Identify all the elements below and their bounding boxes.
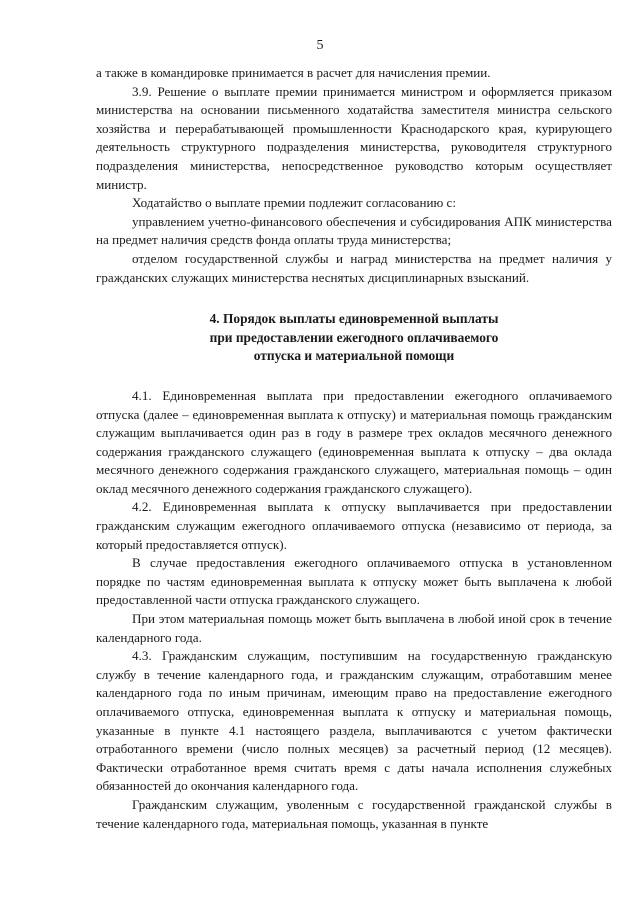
section-heading-line: отпуска и материальной помощи <box>253 348 455 364</box>
section-heading-line: 4. Порядок выплаты единовременной выплаты <box>209 311 499 327</box>
paragraph: 4.2. Единовременная выплата к отпуску выплачивается при предоставлении гражданским служащим ежегодного оплачиваемого отпуска (независимо от периода, за который предоставляется отпуск). <box>96 499 612 552</box>
paragraph: Ходатайство о выплате премии подлежит согласованию с: <box>132 195 456 211</box>
paragraphs-top <box>96 64 612 287</box>
page-number: 5 <box>316 38 324 53</box>
paragraph: 4.3. Гражданским служащим, поступившим на государственную гражданскую службу в течение календарного года, и гражданским служащим, отработавшим менее календарного года по иным причинам, имеющим право на предоставление ежегодного оплачиваемого отпуска, единовременная выплата к отпуску и материальная помощь, указанные в пункте 4.1 настоящего раздела, выплачиваются с учетом фактически отработанного времени (число полных месяцев) за расчетный период (12 месяцев). Фактически отработанное время считать время с даты начала исполнения служебных обязанностей до окончания календарного года. <box>96 648 612 794</box>
paragraph: При этом материальная помощь может быть выплачена в любой иной срок в течение календарного года. <box>96 611 612 645</box>
paragraph: 4.1. Единовременная выплата при предоставлении ежегодного оплачиваемого отпуска (далее – единовременная выплата к отпуску) и материальная помощь гражданским служащим выплачивается один раз в году в размере трех окладов месячного денежного содержания гражданского служащего (единовременная выплата к отпуску – два оклада месячного денежного содержания гражданского служащего, материальная помощь – один оклад месячного денежного содержания гражданского служащего). <box>96 387 612 496</box>
paragraph: управлением учетно-финансового обеспечения и субсидирования АПК министерства на предмет наличия средств фонда оплаты труда министерства; <box>96 213 612 248</box>
paragraphs-bottom <box>96 387 612 833</box>
section-heading-line: при предоставлении ежегодного оплачиваемого <box>209 329 499 345</box>
paragraph: В случае предоставления ежегодного оплачиваемого отпуска в установленном порядке по частям единовременная выплата к отпуску может быть выплачена к любой предоставленной части отпуска гражданского служащего. <box>96 555 612 608</box>
section-heading <box>96 310 612 366</box>
paragraph: а также в командировке принимается в расчет для начисления премии. <box>96 65 491 80</box>
paragraph: отделом государственной службы и наград министерства на предмет наличия у гражданских служащих министерства неснятых дисциплинарных взысканий. <box>96 250 612 285</box>
document-body <box>96 64 612 833</box>
paragraph: Гражданским служащим, уволенным с государственной гражданской службы в течение календарного года, материальная помощь, указанная в пункте <box>96 796 612 831</box>
paragraph: 3.9. Решение о выплате премии принимается министром и оформляется приказом министерства на основании письменного ходатайства заместителя министра сельского хозяйства и перерабатывающей промышленности Краснодарского края, курирующего деятельность структурного подразделения министерства, руководителя структурного подразделения министерства, непосредственное руководство которым осуществляет министр. <box>96 83 612 192</box>
